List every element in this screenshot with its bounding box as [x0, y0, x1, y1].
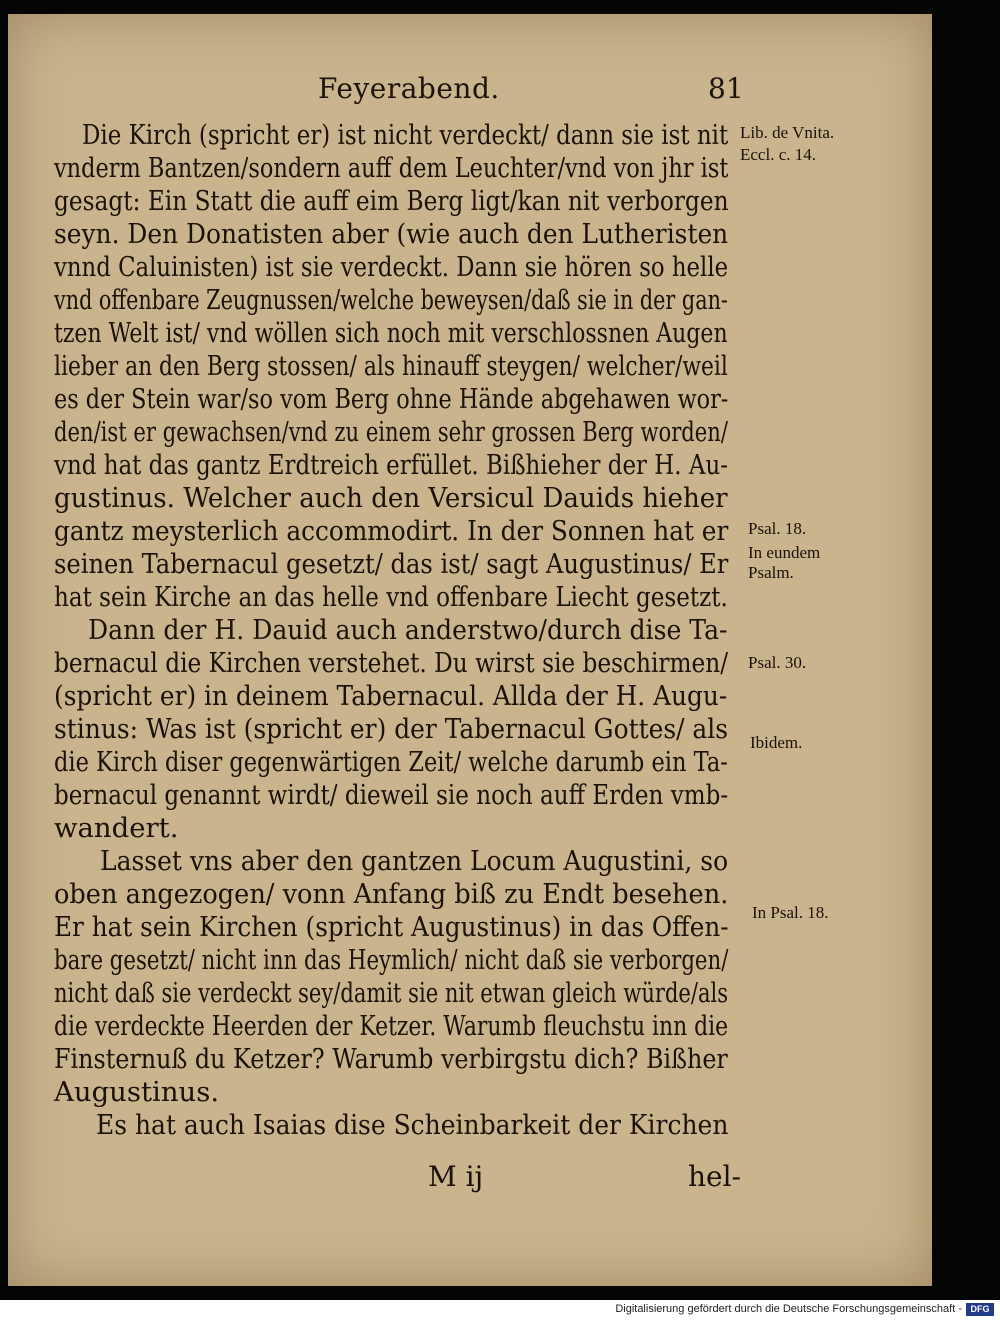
margin-note: Psalm. [748, 563, 794, 582]
text-line: Augustinus. [54, 1076, 220, 1108]
text-line: seyn. Den Donatisten aber (wie auch den Lutheristen [54, 218, 729, 250]
text-line: hat sein Kirche an das helle vnd offenbare Liecht gesetzt. [54, 581, 728, 613]
text-line: Es hat auch Isaias dise Scheinbarkeit der Kirchen [96, 1109, 729, 1141]
text-line: stinus: Was ist (spricht er) der Tabernacul Gottes/ als [54, 713, 729, 745]
text-line: es der Stein war/so vom Berg ohne Hände abgehawen wor- [54, 383, 729, 415]
dfg-logo: DFG [966, 1303, 994, 1316]
page-number: 81 [708, 72, 744, 105]
text-line: tzen Welt ist/ vnd wöllen sich noch mit verschlossnen Augen [54, 317, 728, 349]
text-line: vnd hat das gantz Erdtreich erfüllet. Bißhieher der H. Au- [54, 449, 728, 481]
text-line: gesagt: Ein Statt die auff eim Berg ligt/kan nit verborgen [54, 185, 729, 217]
text-line: lieber an den Berg stossen/ als hinauff steygen/ welcher/weil [54, 350, 728, 382]
text-line: seinen Tabernacul gesetzt/ das ist/ sagt Augustinus/ Er [54, 548, 729, 580]
margin-note: In eundem [748, 543, 821, 562]
text-line: bernacul die Kirchen verstehet. Du wirst sie beschirmen/ [54, 647, 729, 679]
text-line: den/ist er gewachsen/vnd zu einem sehr grossen Berg worden/ [54, 416, 728, 448]
text-line: vnderm Bantzen/sondern auff dem Leuchter/vnd von jhr ist [54, 152, 729, 184]
text-line: bernacul genannt wirdt/ dieweil sie noch auff Erden vmb- [54, 779, 729, 811]
text-line: Lasset vns aber den gantzen Locum Augustini, so [100, 845, 729, 877]
margin-note: Eccl. c. 14. [740, 145, 816, 164]
text-line: Dann der H. Dauid auch anderstwo/durch dise Ta- [88, 614, 728, 646]
signature-mark: M ij [428, 1160, 484, 1193]
catchword: hel- [688, 1160, 742, 1193]
margin-note: In Psal. 18. [752, 903, 829, 922]
text-line: nicht daß sie verdeckt sey/damit sie nit etwan gleich würde/als [54, 977, 729, 1009]
footer-bar [0, 1300, 1000, 1320]
margin-note: Lib. de Vnita. [740, 123, 835, 142]
margin-note: Psal. 18. [748, 519, 807, 538]
text-line: bare gesetzt/ nicht inn das Heymlich/ nicht daß sie verborgen/ [54, 944, 729, 976]
text-line: Er hat sein Kirchen (spricht Augustinus) in das Offen- [54, 911, 729, 943]
text-line: Finsternuß du Ketzer? Warumb verbirgstu dich? Bißher [54, 1043, 728, 1075]
text-line: vnd offenbare Zeugnussen/welche beweysen/daß sie in der gan- [54, 284, 728, 316]
text-line: gantz meysterlich accommodirt. In der Sonnen hat er [54, 515, 729, 547]
book-page [8, 14, 932, 1286]
text-line: oben angezogen/ vonn Anfang biß zu Endt besehen. [54, 878, 729, 910]
text-line: die verdeckte Heerden der Ketzer. Warumb fleuchstu inn die [54, 1010, 729, 1042]
text-line: die Kirch diser gegenwärtigen Zeit/ welche darumb ein Ta- [54, 746, 728, 778]
margin-note: Psal. 30. [748, 653, 807, 672]
text-line: Die Kirch (spricht er) ist nicht verdeckt/ dann sie ist nit [82, 119, 729, 151]
page-content [8, 14, 932, 1286]
running-head: Feyerabend. [318, 72, 500, 105]
text-line: gustinus. Welcher auch den Versicul Dauids hieher [54, 482, 728, 514]
text-line: (spricht er) in deinem Tabernacul. Allda der H. Augu- [54, 680, 728, 712]
text-line: wandert. [54, 812, 179, 844]
margin-note: Ibidem. [750, 733, 803, 752]
funding-credit: Digitalisierung gefördert durch die Deutsche Forschungsgemeinschaft - [615, 1303, 962, 1315]
text-line: vnnd Caluinisten) ist sie verdeckt. Dann sie hören so helle [54, 251, 729, 283]
